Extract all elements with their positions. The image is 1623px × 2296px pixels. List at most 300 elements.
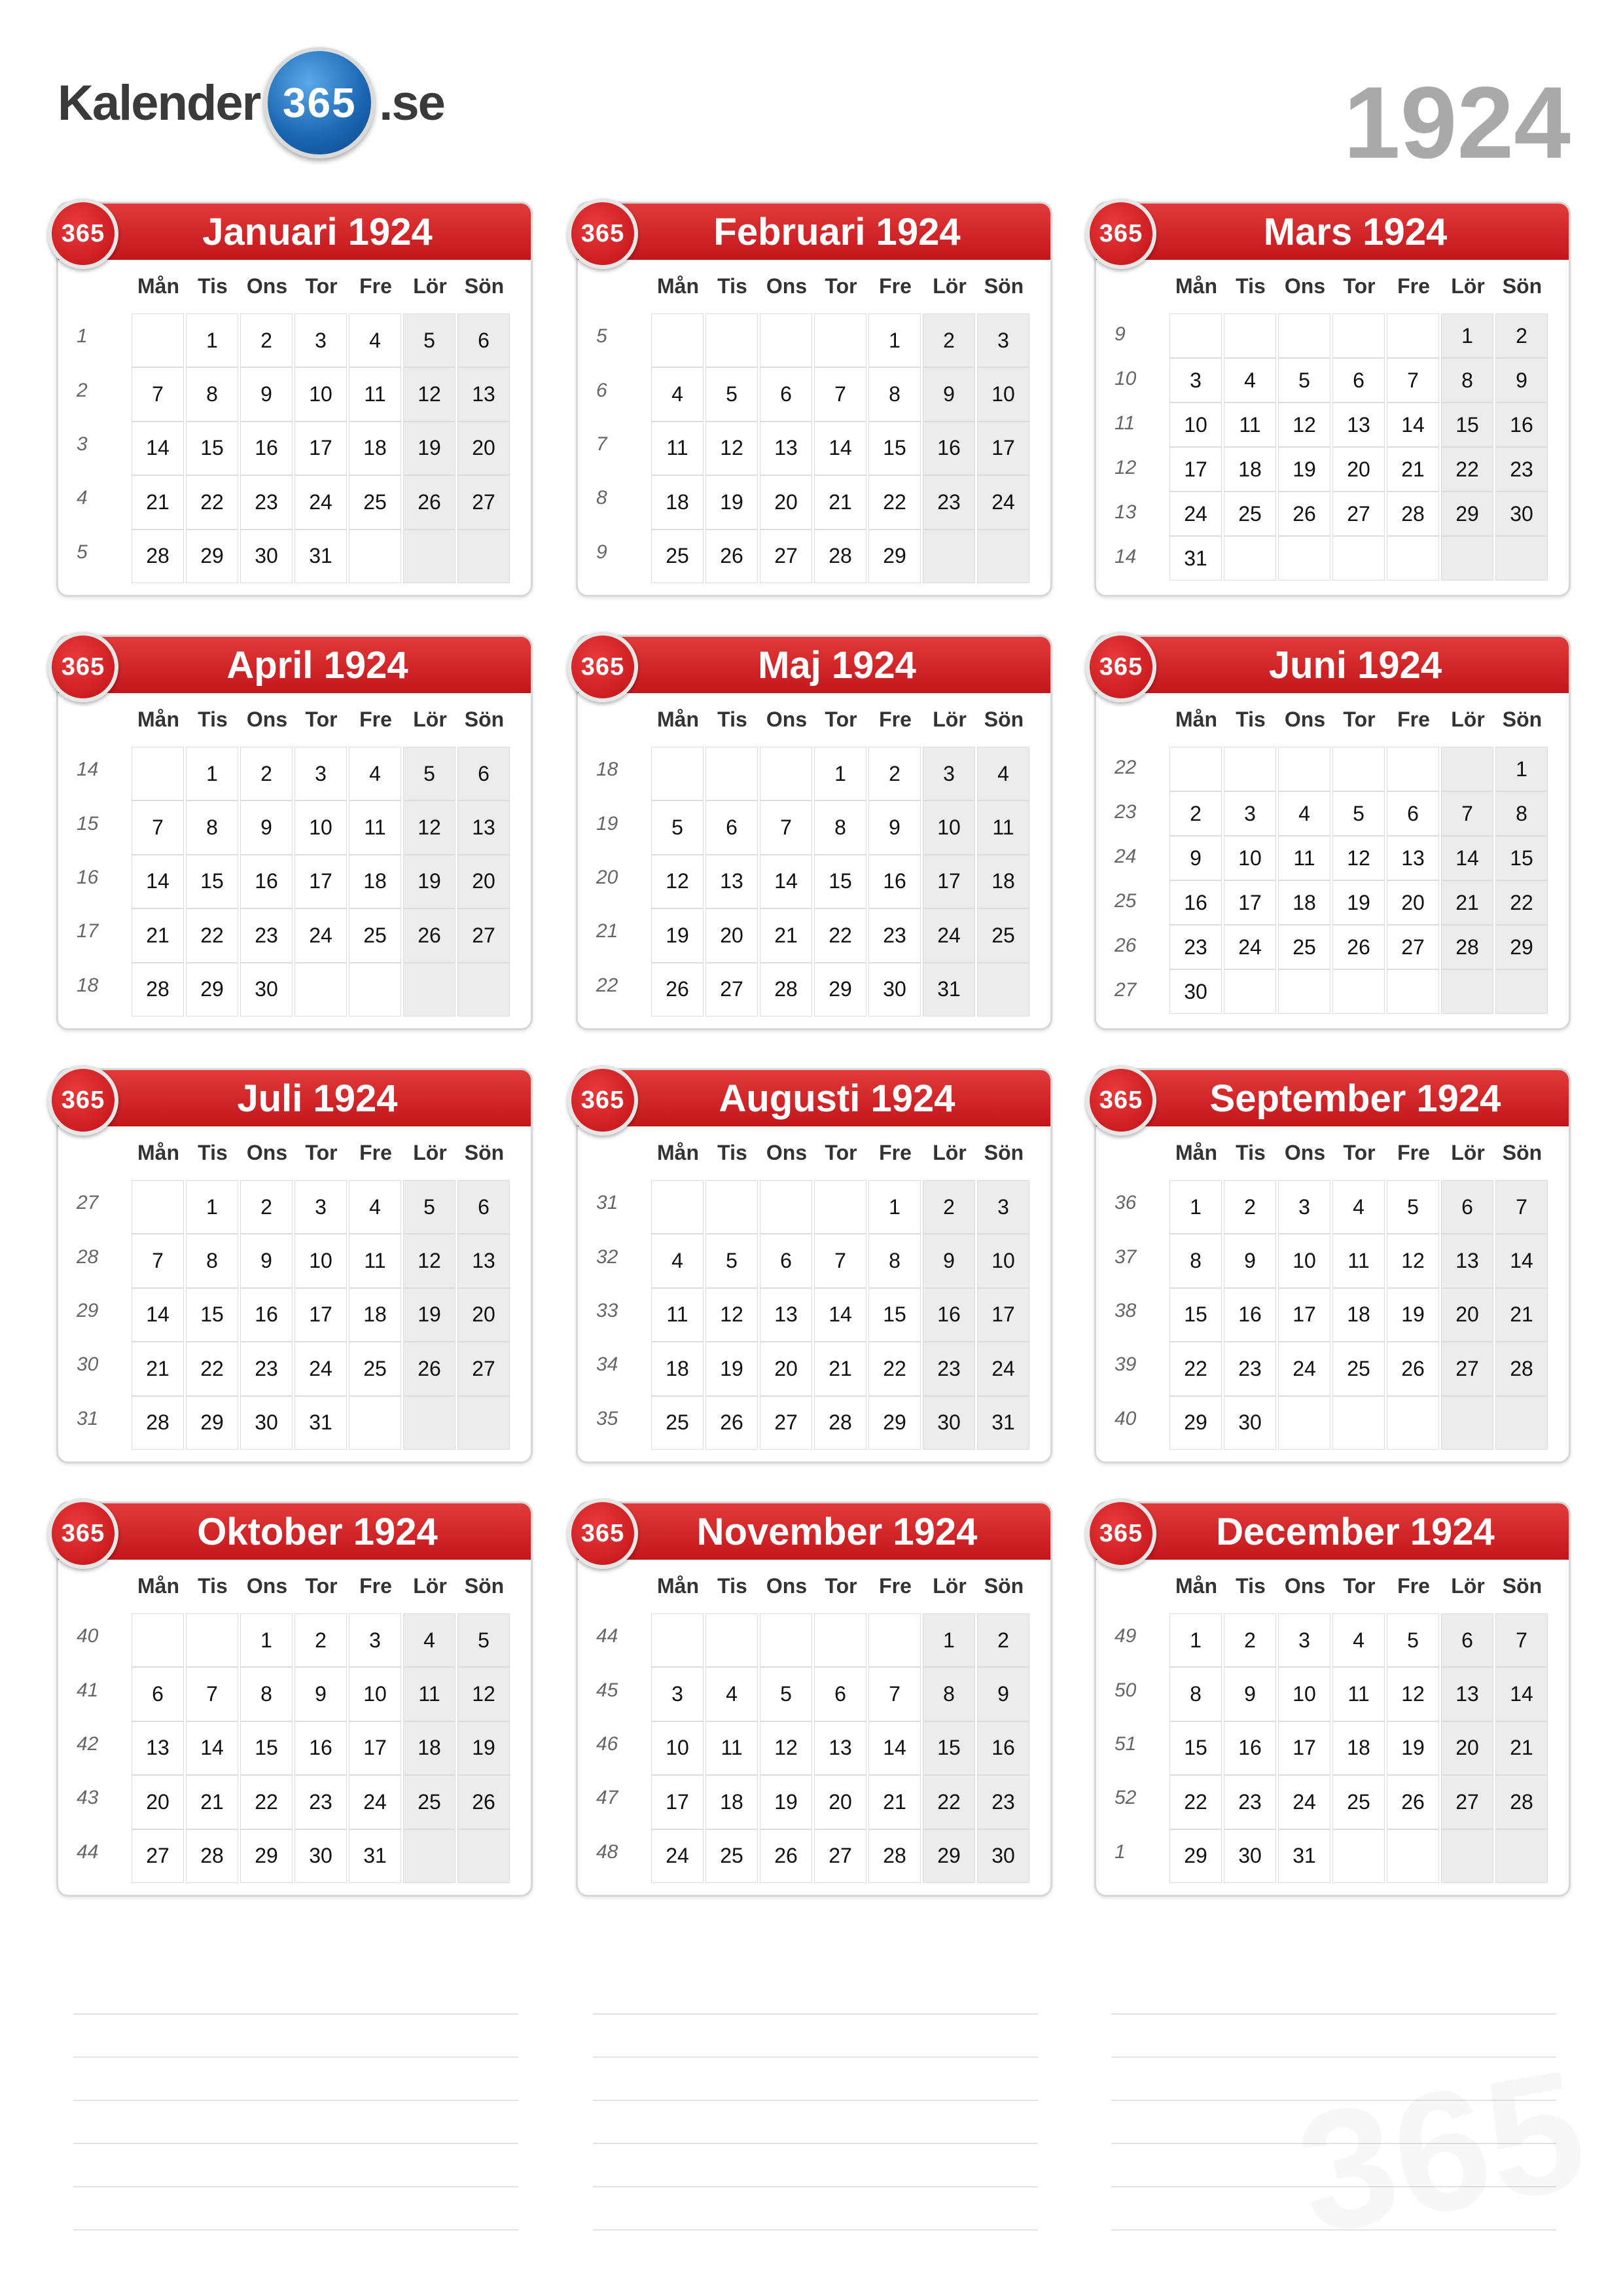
week-number: 14 bbox=[1115, 545, 1137, 567]
day-cell: 12 bbox=[403, 1234, 455, 1287]
week-number: 5 bbox=[596, 325, 607, 348]
day-cell: 2 bbox=[977, 1613, 1029, 1667]
week-number: 4 bbox=[77, 487, 88, 509]
day-cell: 9 bbox=[240, 800, 293, 854]
week-number: 11 bbox=[1115, 412, 1135, 434]
note-line bbox=[593, 2143, 1038, 2144]
day-cell: 21 bbox=[814, 475, 866, 529]
day-cell bbox=[1278, 536, 1330, 581]
day-cell bbox=[651, 747, 704, 800]
day-cell: 8 bbox=[1495, 791, 1548, 836]
day-cell: 30 bbox=[1169, 969, 1222, 1014]
day-cell: 9 bbox=[923, 1234, 975, 1287]
day-cell: 26 bbox=[1332, 925, 1385, 969]
day-cell bbox=[1332, 969, 1385, 1014]
day-cell bbox=[760, 314, 812, 367]
day-cell: 31 bbox=[1278, 1829, 1330, 1883]
day-cell: 12 bbox=[1278, 403, 1330, 447]
day-cell: 21 bbox=[132, 1342, 184, 1395]
weekday-header: Lör bbox=[1451, 274, 1485, 298]
week-number: 52 bbox=[1115, 1787, 1137, 1809]
day-cell: 9 bbox=[1169, 836, 1222, 880]
week-number: 40 bbox=[77, 1625, 99, 1647]
weekday-header: Tor bbox=[825, 274, 857, 298]
weekday-header: Ons bbox=[1284, 1574, 1326, 1598]
day-cell: 5 bbox=[705, 1234, 758, 1287]
day-cell: 29 bbox=[868, 529, 921, 583]
week-number: 45 bbox=[596, 1679, 618, 1701]
week-number: 22 bbox=[596, 974, 618, 996]
weekday-header: Fre bbox=[359, 274, 392, 298]
week-number: 34 bbox=[596, 1354, 618, 1376]
day-cell: 7 bbox=[132, 367, 184, 421]
day-cell: 19 bbox=[651, 908, 704, 962]
day-cell: 12 bbox=[403, 367, 455, 421]
day-cell: 13 bbox=[457, 1234, 510, 1287]
day-cell: 2 bbox=[923, 1180, 975, 1234]
day-cell: 16 bbox=[294, 1721, 347, 1775]
day-cell bbox=[1224, 536, 1276, 581]
day-cell: 15 bbox=[186, 422, 238, 475]
day-cell: 17 bbox=[1169, 447, 1222, 492]
day-cell: 20 bbox=[1332, 447, 1385, 492]
week-number: 15 bbox=[77, 812, 99, 834]
weekday-header: Fre bbox=[879, 1574, 912, 1598]
day-cell bbox=[349, 963, 401, 1016]
week-number: 51 bbox=[1115, 1732, 1137, 1755]
day-cell: 27 bbox=[457, 1342, 510, 1395]
day-cell: 1 bbox=[868, 1180, 921, 1234]
weekday-header: Tis bbox=[198, 1141, 228, 1164]
day-cell: 12 bbox=[705, 422, 758, 475]
day-cell: 13 bbox=[705, 855, 758, 908]
day-cell: 21 bbox=[1441, 880, 1493, 925]
day-cell bbox=[1441, 747, 1493, 791]
day-cell: 1 bbox=[1169, 1180, 1222, 1234]
day-cell: 9 bbox=[977, 1667, 1029, 1721]
weekday-header: Mån bbox=[657, 274, 699, 298]
day-cell: 30 bbox=[240, 1396, 293, 1450]
weekday-header: Mån bbox=[137, 1141, 179, 1164]
day-cell: 1 bbox=[1169, 1613, 1222, 1667]
week-number: 3 bbox=[77, 433, 88, 455]
day-cell: 25 bbox=[651, 1396, 704, 1450]
weekday-header: Fre bbox=[359, 708, 392, 731]
week-number: 13 bbox=[1115, 501, 1137, 523]
day-cell: 10 bbox=[977, 367, 1029, 421]
day-cell: 5 bbox=[1387, 1180, 1439, 1234]
day-cell: 4 bbox=[349, 314, 401, 367]
day-cell bbox=[1332, 747, 1385, 791]
day-cell: 8 bbox=[814, 800, 866, 854]
week-number: 17 bbox=[77, 920, 99, 942]
day-cell bbox=[1495, 1396, 1548, 1450]
day-cell: 23 bbox=[1495, 447, 1548, 492]
week-number: 5 bbox=[77, 541, 88, 563]
day-cell: 7 bbox=[132, 1234, 184, 1287]
day-cell: 13 bbox=[760, 422, 812, 475]
day-cell: 16 bbox=[240, 422, 293, 475]
day-cell: 19 bbox=[1387, 1288, 1439, 1342]
weekday-header: Lör bbox=[413, 1141, 447, 1164]
weekday-header: Tis bbox=[717, 1574, 747, 1598]
weekday-header: Lör bbox=[933, 1574, 967, 1598]
weekday-header: Mån bbox=[1175, 708, 1217, 731]
weekday-header: Ons bbox=[1284, 708, 1326, 731]
day-cell bbox=[349, 529, 401, 583]
day-cell: 23 bbox=[240, 1342, 293, 1395]
weekday-header: Mån bbox=[1175, 274, 1217, 298]
day-cell: 24 bbox=[977, 475, 1029, 529]
day-cell: 11 bbox=[1278, 836, 1330, 880]
day-cell: 3 bbox=[349, 1613, 401, 1667]
weekday-header: Fre bbox=[1397, 708, 1430, 731]
day-cell: 19 bbox=[403, 1288, 455, 1342]
day-cell: 27 bbox=[1441, 1342, 1493, 1395]
day-cell: 4 bbox=[651, 1234, 704, 1287]
note-line bbox=[73, 2013, 518, 2015]
note-line bbox=[593, 2056, 1038, 2058]
day-cell: 8 bbox=[923, 1667, 975, 1721]
weekday-header: Sön bbox=[1502, 274, 1543, 298]
weekday-header: Mån bbox=[657, 1574, 699, 1598]
day-cell bbox=[705, 1613, 758, 1667]
day-cell: 30 bbox=[868, 963, 921, 1016]
week-number: 36 bbox=[1115, 1192, 1137, 1214]
day-cell: 7 bbox=[1495, 1613, 1548, 1667]
note-line bbox=[593, 2186, 1038, 2187]
weekday-header: Sön bbox=[1502, 1574, 1543, 1598]
weekday-header: Fre bbox=[1397, 1141, 1430, 1164]
day-cell: 6 bbox=[1441, 1613, 1493, 1667]
day-cell: 12 bbox=[457, 1667, 510, 1721]
day-cell: 29 bbox=[868, 1396, 921, 1450]
day-cell: 22 bbox=[923, 1775, 975, 1829]
week-number: 19 bbox=[596, 812, 618, 834]
day-cell: 25 bbox=[1224, 492, 1276, 536]
day-cell: 15 bbox=[814, 855, 866, 908]
day-cell: 14 bbox=[1387, 403, 1439, 447]
day-cell: 25 bbox=[349, 908, 401, 962]
day-cell: 26 bbox=[403, 1342, 455, 1395]
day-cell: 9 bbox=[1224, 1667, 1276, 1721]
week-number: 42 bbox=[77, 1732, 99, 1755]
day-cell: 5 bbox=[403, 314, 455, 367]
day-cell: 28 bbox=[760, 963, 812, 1016]
day-cell: 3 bbox=[923, 747, 975, 800]
day-cell: 3 bbox=[294, 747, 347, 800]
day-cell: 24 bbox=[294, 908, 347, 962]
month-title: Januari 1924 bbox=[58, 204, 531, 260]
weekday-header: Mån bbox=[137, 274, 179, 298]
week-number: 1 bbox=[1115, 1840, 1126, 1863]
week-number: 28 bbox=[77, 1246, 99, 1268]
day-cell bbox=[1278, 747, 1330, 791]
day-cell: 5 bbox=[1332, 791, 1385, 836]
week-number: 24 bbox=[1115, 845, 1137, 867]
day-cell: 30 bbox=[1224, 1829, 1276, 1883]
day-cell: 29 bbox=[186, 1396, 238, 1450]
month-badge: 365 bbox=[1086, 1498, 1156, 1569]
day-cell: 6 bbox=[1441, 1180, 1493, 1234]
week-number: 43 bbox=[77, 1787, 99, 1809]
day-cell: 6 bbox=[760, 367, 812, 421]
month-calendar bbox=[1094, 202, 1571, 597]
day-cell bbox=[977, 963, 1029, 1016]
day-cell bbox=[457, 1396, 510, 1450]
weekday-header: Ons bbox=[766, 1574, 808, 1598]
day-cell: 23 bbox=[240, 475, 293, 529]
day-cell: 25 bbox=[349, 475, 401, 529]
day-cell: 11 bbox=[403, 1667, 455, 1721]
day-cell bbox=[760, 1180, 812, 1234]
day-cell: 19 bbox=[705, 475, 758, 529]
note-line bbox=[73, 2229, 518, 2231]
day-cell: 8 bbox=[186, 800, 238, 854]
day-cell: 25 bbox=[977, 908, 1029, 962]
day-cell bbox=[1224, 314, 1276, 358]
day-cell: 22 bbox=[186, 1342, 238, 1395]
note-line bbox=[73, 2100, 518, 2101]
weekday-header: Mån bbox=[1175, 1574, 1217, 1598]
day-cell: 23 bbox=[1224, 1342, 1276, 1395]
day-cell: 9 bbox=[923, 367, 975, 421]
day-cell: 10 bbox=[294, 367, 347, 421]
day-cell: 20 bbox=[457, 855, 510, 908]
day-cell: 28 bbox=[1441, 925, 1493, 969]
weekday-header: Tis bbox=[717, 708, 747, 731]
day-cell: 6 bbox=[457, 314, 510, 367]
day-cell: 18 bbox=[1332, 1288, 1385, 1342]
month-calendar bbox=[576, 1068, 1052, 1463]
day-cell: 1 bbox=[186, 314, 238, 367]
day-cell: 10 bbox=[1169, 403, 1222, 447]
day-cell: 5 bbox=[1278, 358, 1330, 403]
day-cell: 5 bbox=[403, 1180, 455, 1234]
day-cell: 23 bbox=[240, 908, 293, 962]
logo-prefix: Kalender bbox=[58, 75, 260, 131]
day-cell bbox=[760, 747, 812, 800]
day-cell: 11 bbox=[1332, 1667, 1385, 1721]
day-cell: 26 bbox=[1387, 1342, 1439, 1395]
day-cell: 10 bbox=[651, 1721, 704, 1775]
day-cell: 29 bbox=[1495, 925, 1548, 969]
day-cell: 14 bbox=[186, 1721, 238, 1775]
day-cell bbox=[1278, 1396, 1330, 1450]
day-cell: 6 bbox=[457, 747, 510, 800]
day-cell bbox=[1495, 536, 1548, 581]
day-cell: 28 bbox=[132, 529, 184, 583]
day-cell: 5 bbox=[651, 800, 704, 854]
day-cell: 9 bbox=[868, 800, 921, 854]
day-cell: 29 bbox=[186, 963, 238, 1016]
day-cell: 5 bbox=[457, 1613, 510, 1667]
day-cell: 12 bbox=[403, 800, 455, 854]
day-cell: 12 bbox=[760, 1721, 812, 1775]
day-cell: 22 bbox=[1495, 880, 1548, 925]
day-cell: 10 bbox=[1224, 836, 1276, 880]
weekday-header: Sön bbox=[464, 1141, 505, 1164]
day-cell: 29 bbox=[186, 529, 238, 583]
day-cell bbox=[1441, 1829, 1493, 1883]
day-cell: 25 bbox=[1332, 1775, 1385, 1829]
month-badge: 365 bbox=[1086, 1065, 1156, 1136]
day-cell: 14 bbox=[132, 422, 184, 475]
day-cell: 18 bbox=[977, 855, 1029, 908]
day-cell: 8 bbox=[240, 1667, 293, 1721]
day-cell bbox=[403, 1396, 455, 1450]
day-cell: 26 bbox=[1278, 492, 1330, 536]
day-cell: 17 bbox=[651, 1775, 704, 1829]
week-number: 27 bbox=[1115, 978, 1137, 1001]
month-calendar bbox=[576, 635, 1052, 1030]
day-cell: 17 bbox=[1278, 1288, 1330, 1342]
week-number: 32 bbox=[596, 1246, 618, 1268]
day-cell: 27 bbox=[760, 1396, 812, 1450]
week-number: 44 bbox=[596, 1625, 618, 1647]
day-cell: 27 bbox=[457, 908, 510, 962]
month-title: April 1924 bbox=[58, 637, 531, 693]
day-cell bbox=[651, 1180, 704, 1234]
day-cell bbox=[977, 529, 1029, 583]
day-cell: 9 bbox=[1224, 1234, 1276, 1287]
weekday-header: Sön bbox=[1502, 1141, 1543, 1164]
weekday-header: Mån bbox=[1175, 1141, 1217, 1164]
day-cell: 30 bbox=[923, 1396, 975, 1450]
day-cell bbox=[1278, 314, 1330, 358]
weekday-header: Fre bbox=[879, 274, 912, 298]
note-line bbox=[73, 2186, 518, 2187]
day-cell: 26 bbox=[651, 963, 704, 1016]
month-title: Augusti 1924 bbox=[578, 1070, 1050, 1126]
day-cell: 15 bbox=[186, 1288, 238, 1342]
day-cell: 29 bbox=[814, 963, 866, 1016]
day-cell: 20 bbox=[1441, 1721, 1493, 1775]
weekday-header: Tor bbox=[825, 1141, 857, 1164]
day-cell: 6 bbox=[1332, 358, 1385, 403]
day-cell: 24 bbox=[977, 1342, 1029, 1395]
week-number: 16 bbox=[77, 866, 99, 888]
day-cell: 2 bbox=[240, 1180, 293, 1234]
month-title: Februari 1924 bbox=[578, 204, 1050, 260]
day-cell: 1 bbox=[814, 747, 866, 800]
week-number: 27 bbox=[77, 1192, 99, 1214]
day-cell: 18 bbox=[651, 475, 704, 529]
month-title: Juni 1924 bbox=[1096, 637, 1569, 693]
day-cell: 9 bbox=[240, 367, 293, 421]
weekday-header: Lör bbox=[933, 274, 967, 298]
day-cell bbox=[814, 1613, 866, 1667]
day-cell bbox=[1387, 969, 1439, 1014]
day-cell: 24 bbox=[923, 908, 975, 962]
day-cell: 7 bbox=[868, 1667, 921, 1721]
day-cell: 5 bbox=[705, 367, 758, 421]
day-cell bbox=[814, 1180, 866, 1234]
day-cell: 6 bbox=[705, 800, 758, 854]
day-cell: 20 bbox=[760, 1342, 812, 1395]
day-cell: 17 bbox=[977, 422, 1029, 475]
day-cell: 11 bbox=[651, 422, 704, 475]
day-cell: 15 bbox=[1441, 403, 1493, 447]
day-cell: 12 bbox=[651, 855, 704, 908]
day-cell: 13 bbox=[760, 1288, 812, 1342]
day-cell: 16 bbox=[1224, 1288, 1276, 1342]
weekday-header: Lör bbox=[933, 708, 967, 731]
weekday-header: Fre bbox=[879, 1141, 912, 1164]
week-number: 37 bbox=[1115, 1246, 1137, 1268]
week-number: 41 bbox=[77, 1679, 99, 1701]
day-cell: 23 bbox=[1169, 925, 1222, 969]
day-cell: 7 bbox=[186, 1667, 238, 1721]
day-cell: 11 bbox=[651, 1288, 704, 1342]
month-calendar bbox=[576, 1501, 1052, 1897]
day-cell: 1 bbox=[240, 1613, 293, 1667]
weekday-header: Fre bbox=[359, 1141, 392, 1164]
day-cell: 26 bbox=[403, 475, 455, 529]
day-cell: 21 bbox=[868, 1775, 921, 1829]
weekday-header: Ons bbox=[766, 1141, 808, 1164]
day-cell: 3 bbox=[1278, 1180, 1330, 1234]
day-cell: 19 bbox=[705, 1342, 758, 1395]
day-cell: 10 bbox=[294, 1234, 347, 1287]
week-number: 39 bbox=[1115, 1354, 1137, 1376]
day-cell: 25 bbox=[349, 1342, 401, 1395]
logo-badge: 365 bbox=[264, 47, 375, 158]
weekday-header: Tor bbox=[1343, 708, 1376, 731]
day-cell: 29 bbox=[1441, 492, 1493, 536]
day-cell bbox=[457, 963, 510, 1016]
day-cell bbox=[1169, 747, 1222, 791]
day-cell: 29 bbox=[240, 1829, 293, 1883]
day-cell bbox=[457, 529, 510, 583]
day-cell: 8 bbox=[1169, 1667, 1222, 1721]
weekday-header: Tis bbox=[717, 1141, 747, 1164]
week-number: 8 bbox=[596, 487, 607, 509]
day-cell: 19 bbox=[403, 422, 455, 475]
day-cell: 2 bbox=[1224, 1613, 1276, 1667]
week-number: 12 bbox=[1115, 456, 1137, 478]
day-cell bbox=[132, 1180, 184, 1234]
weekday-header: Ons bbox=[766, 274, 808, 298]
week-number: 46 bbox=[596, 1732, 618, 1755]
day-cell: 7 bbox=[1441, 791, 1493, 836]
day-cell: 12 bbox=[705, 1288, 758, 1342]
month-title: Oktober 1924 bbox=[58, 1503, 531, 1560]
day-cell: 8 bbox=[868, 1234, 921, 1287]
day-cell: 25 bbox=[403, 1775, 455, 1829]
day-cell: 31 bbox=[977, 1396, 1029, 1450]
day-cell: 30 bbox=[977, 1829, 1029, 1883]
day-cell: 9 bbox=[1495, 358, 1548, 403]
weekday-header: Tis bbox=[1236, 1574, 1266, 1598]
day-cell: 15 bbox=[868, 422, 921, 475]
day-cell: 18 bbox=[349, 855, 401, 908]
month-title: December 1924 bbox=[1096, 1503, 1569, 1560]
day-cell: 31 bbox=[294, 1396, 347, 1450]
month-calendar bbox=[56, 202, 533, 597]
day-cell: 26 bbox=[705, 529, 758, 583]
day-cell: 11 bbox=[349, 800, 401, 854]
day-cell bbox=[1224, 747, 1276, 791]
weekday-header: Tor bbox=[305, 1141, 338, 1164]
weekday-header: Sön bbox=[464, 708, 505, 731]
day-cell: 22 bbox=[814, 908, 866, 962]
day-cell: 11 bbox=[1332, 1234, 1385, 1287]
weekday-header: Fre bbox=[879, 708, 912, 731]
day-cell: 16 bbox=[1224, 1721, 1276, 1775]
month-calendar bbox=[56, 1068, 533, 1463]
day-cell bbox=[1224, 969, 1276, 1014]
